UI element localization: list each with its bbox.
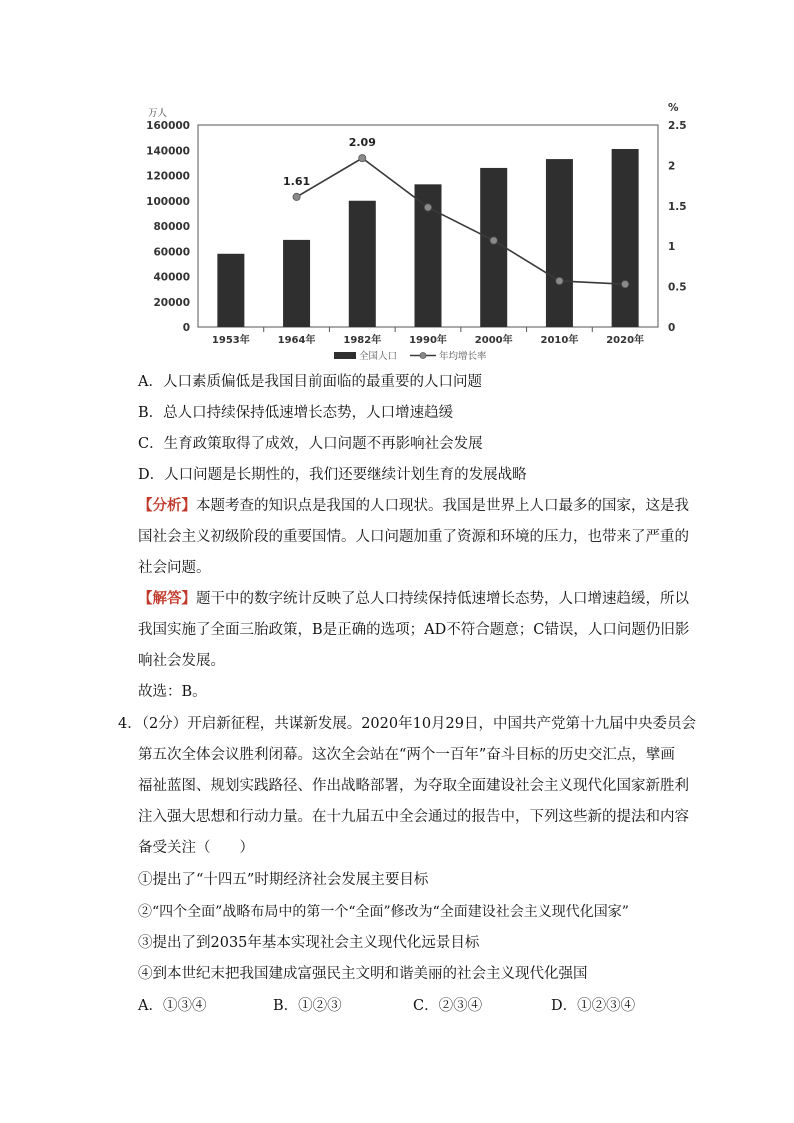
- legend-bar-swatch: [334, 352, 356, 359]
- left-tick-label: 80000: [153, 221, 190, 233]
- q4-option-a: A．①③④: [138, 998, 207, 1014]
- legend-line-label: 年均增长率: [439, 351, 487, 362]
- right-tick-label: 0: [668, 322, 676, 334]
- x-tick-label: 1964年: [277, 335, 316, 346]
- population-chart: [128, 98, 694, 366]
- q4-line-5: 备受关注（ ）: [138, 840, 254, 856]
- growth-rate-point: [556, 277, 563, 284]
- q4-item-2: ②“四个全面”战略布局中的第一个“全面”修改为“全面建设社会主义现代化国家”: [138, 904, 629, 920]
- x-tick-label: 1982年: [343, 335, 382, 346]
- option-d: D．人口问题是长期性的，我们还要继续计划生育的发展战略: [138, 467, 527, 483]
- x-tick-label: 2010年: [540, 335, 579, 346]
- bar-1982年: [349, 201, 376, 327]
- q4-option-b: B．①②③: [273, 998, 342, 1014]
- growth-rate-point: [622, 281, 629, 288]
- right-tick-label: 0.5: [668, 281, 687, 294]
- answer-line-1: [138, 589, 689, 609]
- growth-rate-point: [490, 237, 497, 244]
- q4-item-1: ①提出了“十四五”时期经济社会发展主要目标: [138, 872, 429, 888]
- analysis-text-1: 本题考查的知识点是我国的人口现状。我国是世界上人口最多的国家，这是我: [196, 498, 689, 514]
- q4-option-d: D．①②③④: [551, 998, 636, 1014]
- x-tick-label: 2000年: [474, 335, 513, 346]
- bar-2010年: [546, 159, 573, 327]
- q4-line-3: 福祉蓝图、规划实践路径、作出战略部署，为夺取全面建设社会主义现代化国家新胜利: [138, 778, 689, 794]
- analysis-line-3: 社会问题。: [138, 560, 211, 576]
- right-tick-label: 2: [668, 160, 676, 173]
- left-tick-label: 100000: [146, 195, 190, 208]
- left-tick-label: 140000: [146, 145, 190, 158]
- q4-item-4: ④到本世纪末把我国建成富强民主文明和谐美丽的社会主义现代化强国: [138, 966, 588, 982]
- growth-rate-point: [293, 193, 300, 200]
- q4-item-3: ③提出了到2035年基本实现社会主义现代化远景目标: [138, 935, 480, 951]
- answer-line-3: 响社会发展。: [138, 653, 225, 669]
- left-tick-label: 160000: [146, 120, 190, 132]
- analysis-tag: 【分析】: [138, 497, 196, 514]
- right-tick-label: 1.5: [668, 200, 687, 213]
- answer-text-1: 题干中的数字统计反映了总人口持续保持低速增长态势，人口增速趋缓，所以: [196, 591, 689, 607]
- option-c: C．生育政策取得了成效，人口问题不再影响社会发展: [138, 436, 483, 452]
- q4-line-1: 4．（2分）开启新征程，共谋新发展。2020年10月29日，中国共产党第十九届中央委员会: [118, 716, 697, 732]
- option-b: B．总人口持续保持低速增长态势，人口增速趋缓: [138, 405, 454, 421]
- bar-2000年: [480, 168, 507, 327]
- legend-bar-label: 全国人口: [359, 351, 398, 362]
- x-tick-label: 1953年: [211, 335, 250, 346]
- left-axis-unit: 万人: [148, 108, 168, 119]
- x-tick-label: 1990年: [409, 335, 447, 346]
- growth-rate-line: [297, 158, 626, 284]
- left-tick-label: 60000: [153, 246, 190, 259]
- right-tick-label: 2.5: [668, 120, 687, 132]
- right-axis-unit: %: [668, 102, 679, 114]
- x-tick-label: 2020年: [606, 335, 645, 346]
- answer-choice: 故选：B。: [138, 684, 207, 700]
- analysis-line-2: 国社会主义初级阶段的重要国情。人口问题加重了资源和环境的压力，也带来了严重的: [138, 529, 689, 545]
- answer-line-2: 我国实施了全面三胎政策，B是正确的选项；AD不符合题意；C错误，人口问题仍旧影: [138, 622, 690, 638]
- option-a: A．人口素质偏低是我国目前面临的最重要的人口问题: [138, 374, 482, 390]
- left-tick-label: 40000: [153, 271, 190, 284]
- left-tick-label: 0: [182, 322, 190, 334]
- q4-line-4: 注入强大思想和行动力量。在十九届五中全会通过的报告中，下列这些新的提法和内容: [138, 809, 689, 825]
- growth-rate-point: [424, 204, 431, 211]
- right-tick-label: 1: [668, 241, 676, 254]
- data-label: 1.61: [283, 174, 311, 188]
- bar-1953年: [217, 254, 244, 327]
- bar-1964年: [283, 240, 310, 327]
- data-label: 2.09: [348, 136, 376, 150]
- legend-line-marker: [420, 353, 426, 359]
- q4-option-c: C．②③④: [413, 998, 483, 1014]
- analysis-line-1: [138, 496, 689, 516]
- left-tick-label: 20000: [153, 296, 190, 309]
- q4-line-2: 第五次全体会议胜利闭幕。这次全会站在“两个一百年”奋斗目标的历史交汇点，擘画: [138, 747, 675, 763]
- answer-tag: 【解答】: [138, 590, 196, 607]
- growth-rate-point: [359, 155, 366, 162]
- q4-options: [138, 996, 635, 1016]
- left-tick-label: 120000: [146, 170, 190, 183]
- bar-2020年: [612, 149, 639, 327]
